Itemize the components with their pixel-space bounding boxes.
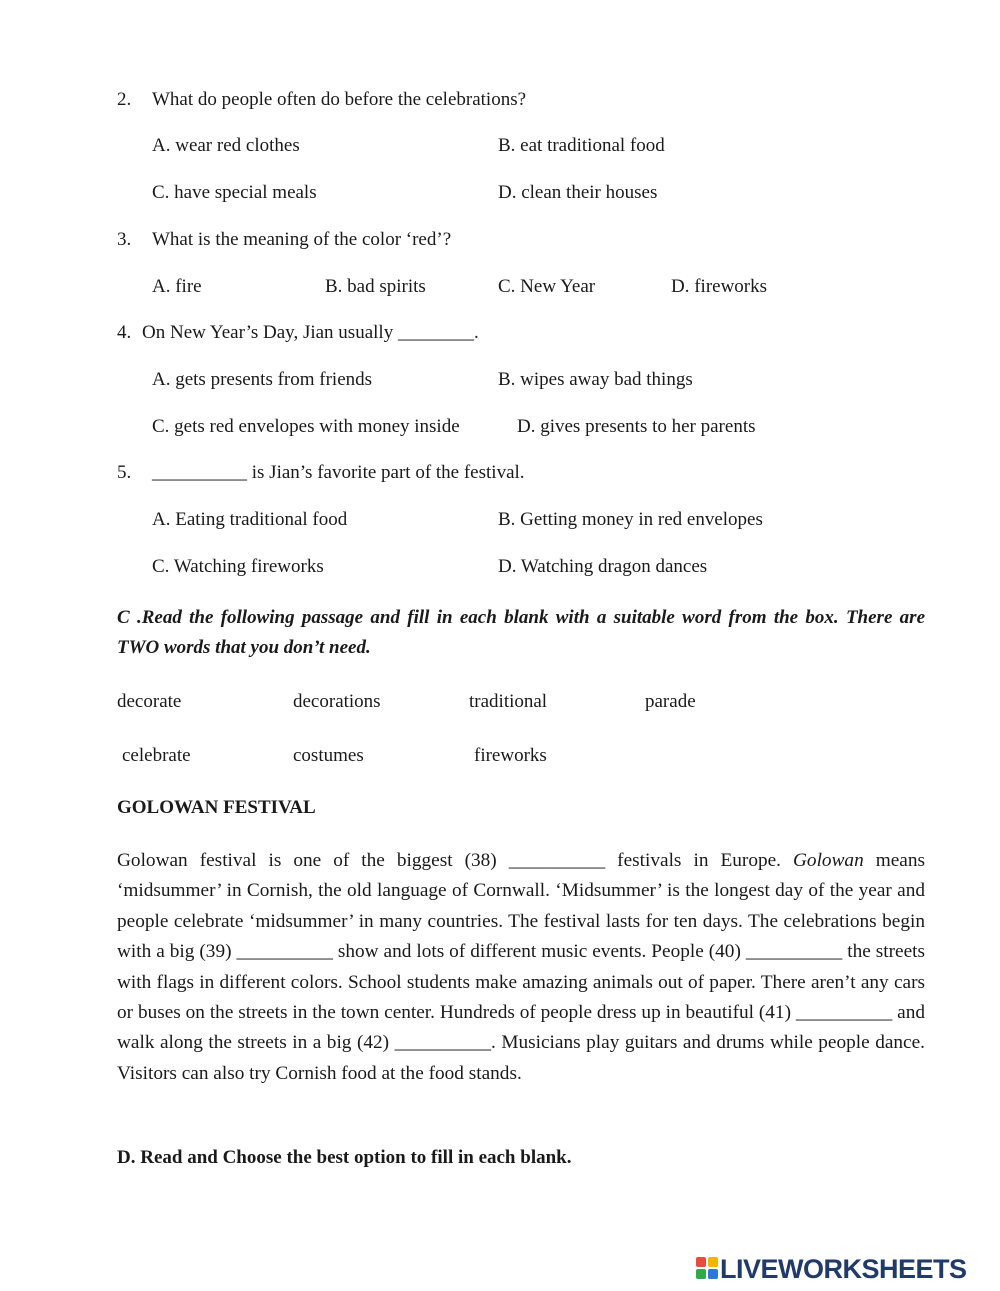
passage-italic-word: Golowan (793, 850, 864, 871)
logo-square-yellow (708, 1257, 718, 1267)
passage-part: Golowan festival is one of the biggest (38) __________ festivals in Europe. (117, 850, 793, 871)
passage-part: means ‘midsummer’ in Cornish, the old language of Cornwall. ‘Midsummer’ is the longest day of the year and people celebrate ‘midsummer’ in many countries. The festival lasts for ten days. The celebrations begin with a big (39) __________ show and lots of different music events. People (40) __________ the streets with flags in different colors. School students make amazing animals out of paper. There aren’t any cars or buses on the streets in the town center. Hundreds of people dress up in beautiful (41) __________ and walk along the streets in a big (42) __________. Musicians play guitars and drums while people dance. Visitors can also try Cornish food at the food stands. (117, 850, 925, 1084)
question-2-option-c[interactable]: C. have special meals (152, 182, 317, 203)
word-box-item: fireworks (474, 745, 547, 766)
question-2-option-a[interactable]: A. wear red clothes (152, 135, 300, 156)
question-3-number: 3. (117, 229, 132, 250)
question-4-number: 4. (117, 322, 132, 343)
word-box-item: decorate (117, 691, 182, 712)
question-2-text: What do people often do before the celebrations? (152, 89, 527, 110)
word-box-item: costumes (293, 745, 364, 766)
question-5-option-c[interactable]: C. Watching fireworks (152, 556, 324, 577)
logo-square-green (696, 1269, 706, 1279)
logo-square-blue (708, 1269, 718, 1279)
liveworksheets-logo (696, 1253, 996, 1285)
question-3-option-a[interactable]: A. fire (152, 276, 202, 297)
question-3-text: What is the meaning of the color ‘red’? (152, 229, 452, 250)
passage-text (117, 846, 925, 1089)
question-5-option-a[interactable]: A. Eating traditional food (152, 509, 348, 530)
question-4-option-b[interactable]: B. wipes away bad things (498, 369, 693, 390)
question-5-number: 5. (117, 462, 132, 483)
question-2-number: 2. (117, 89, 132, 110)
word-box-item: traditional (469, 691, 548, 712)
question-5-option-b[interactable]: B. Getting money in red envelopes (498, 509, 763, 530)
logo-text: LIVEWORKSHEETS (720, 1254, 967, 1284)
passage-title: GOLOWAN FESTIVAL (117, 797, 316, 818)
question-5-text: __________ is Jian’s favorite part of the festival. (152, 462, 525, 483)
question-3-option-b[interactable]: B. bad spirits (325, 276, 426, 297)
question-2-option-d[interactable]: D. clean their houses (498, 182, 658, 203)
question-2-option-b[interactable]: B. eat traditional food (498, 135, 665, 156)
question-4-option-a[interactable]: A. gets presents from friends (152, 369, 373, 390)
question-4-option-d[interactable]: D. gives presents to her parents (517, 416, 756, 437)
logo-square-red (696, 1257, 706, 1267)
word-box-item: decorations (293, 691, 381, 712)
question-5-option-d[interactable]: D. Watching dragon dances (498, 556, 708, 577)
question-4-text: On New Year’s Day, Jian usually ________. (142, 322, 479, 343)
question-3-option-d[interactable]: D. fireworks (671, 276, 768, 297)
question-3-option-c[interactable]: C. New Year (498, 276, 596, 297)
logo-mark-icon (696, 1257, 718, 1279)
word-box-item: celebrate (122, 745, 191, 766)
question-4-option-c[interactable]: C. gets red envelopes with money inside (152, 416, 460, 437)
section-c-instruction: C .Read the following passage and fill in each blank with a suitable word from the box. There are TWO words that you don’t need. (117, 607, 925, 658)
section-d-instruction: D. Read and Choose the best option to fill in each blank. (117, 1147, 572, 1168)
word-box-item: parade (645, 691, 696, 712)
